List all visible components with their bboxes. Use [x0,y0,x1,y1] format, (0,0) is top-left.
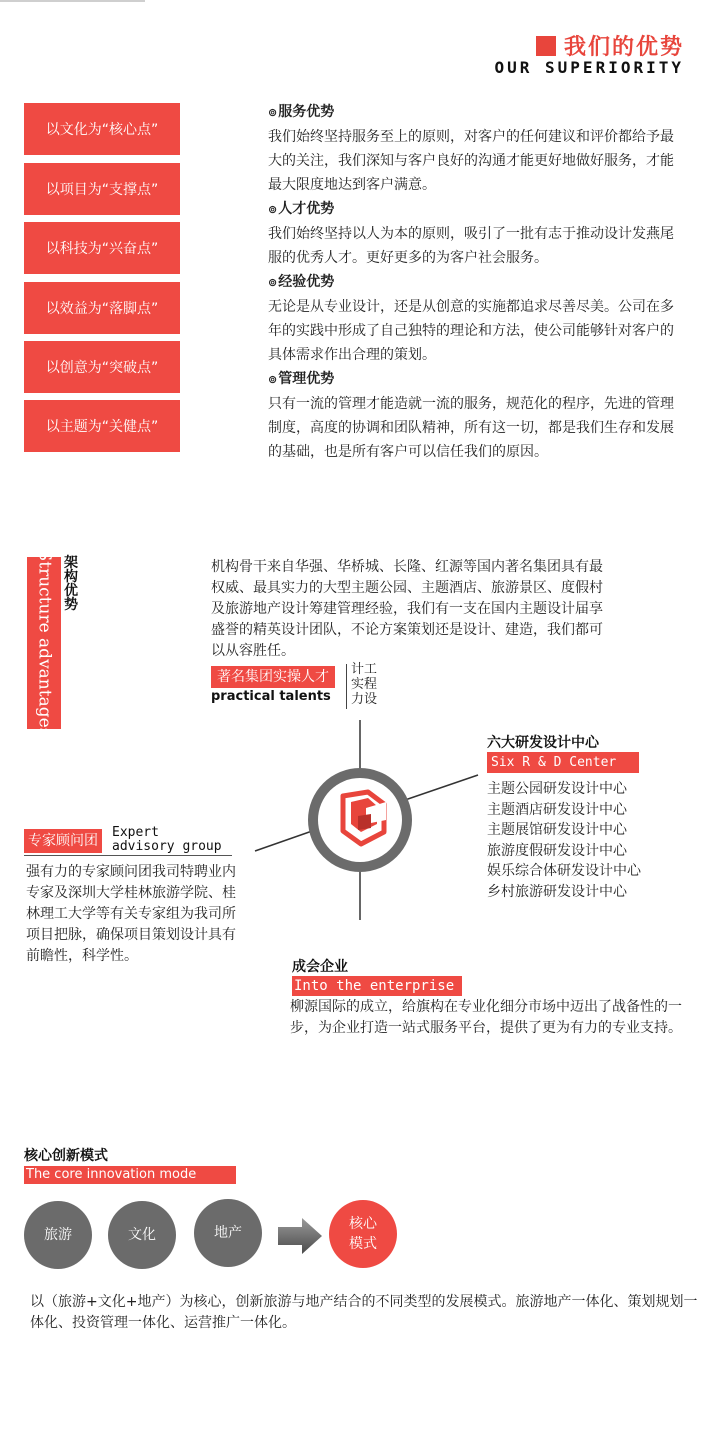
advantage-heading: ⊚服务优势 [268,104,335,120]
circle-culture: 文化 [108,1201,176,1269]
structure-diagram [240,720,480,920]
list-item: 乡村旅游研发设计中心 [487,883,627,900]
structure-text: 机构骨干来自华强、华桥城、长隆、红源等国内著名集团具有最权威、最具实力的大型主题公园、主题酒店、旅游景区、度假村及旅游地产设计筹建管理经验，我们有一支在国内主题设计届享盛誉的精英设计团队，不论方案策划还是设计、建造，我们都可以从容胜任。 [211,559,603,659]
section-title: 我们的优势 [536,30,684,61]
bullet-icon: ⊚ [268,373,278,386]
advantage-heading: ⊚经验优势 [268,274,335,290]
advantage-heading: ⊚管理优势 [268,371,335,387]
advantage-text: 我们始终坚持以人为本的原则，吸引了一批有志于推动设计发燕尾服的优秀人才。更好更多的为客户社会服务。 [268,226,674,266]
rd-en: Six R & D Center [487,752,639,773]
diagram-line-right [405,775,478,800]
title-square-icon [536,36,556,56]
bullet-icon: ⊚ [268,276,278,289]
circle-core-mode: 核心 模式 [329,1200,397,1268]
arrow-right-icon [276,1216,324,1256]
circle-realestate: 地产 [194,1199,262,1267]
list-item: 娱乐综合体研发设计中心 [487,863,641,879]
bullet-icon: ⊚ [268,106,278,119]
advantage-heading: ⊚人才优势 [268,201,335,217]
expert-underline [24,855,232,856]
enterprise-text: 柳源国际的成立，给旗构在专业化细分市场中迈出了战备性的一步，为企业打造一站式服务平台，提供了更为有力的专业支持。 [290,999,682,1036]
list-item: 主题展馆研发设计中心 [487,822,627,838]
list-item: 旅游度假研发设计中心 [487,842,627,859]
structure-title-cn: 架构优势 [64,555,78,613]
point-theme[interactable]: 以主题为“关健点” [24,400,180,452]
structure-vertical-bar [27,549,61,737]
core-en: The core innovation mode [24,1166,236,1184]
talent-words: 计工 实程 力设 [351,662,378,707]
point-culture[interactable]: 以文化为“核心点” [24,103,180,155]
point-benefit[interactable]: 以效益为“落脚点” [24,282,180,334]
advantages-list [268,100,678,464]
section-subtitle: OUR SUPERIORITY [494,58,684,77]
list-item: 主题公园研发设计中心 [487,781,627,797]
top-divider [0,0,145,2]
advantage-text: 无论是从专业设计，还是从创意的实施都追求尽善尽美。公司在多年的实践中形成了自己独特的理论和方法，使公司能够针对客户的具体需求作出合理的策划。 [268,299,674,363]
point-technology[interactable]: 以科技为“兴奋点” [24,222,180,274]
expert-tag: 专家顾问团 [24,829,102,853]
enterprise-title: 成会企业 [292,959,348,975]
expert-en: Expert advisory group [112,825,222,854]
core-title: 核心创新模式 [24,1148,108,1164]
talent-en: practical talents [211,689,331,704]
list-item: 主题酒店研发设计中心 [487,801,627,818]
talent-divider [346,664,347,709]
core-text: 以（旅游+文化+地产）为核心，创新旅游与地产结合的不同类型的发展模式。旅游地产一体化、策划规划一体化、投资管理一体化、运营推广一体化。 [30,1294,698,1331]
rd-title: 六大研发设计中心 [487,735,599,751]
advantage-text: 只有一流的管理才能造就一流的服务，规范化的程序，先进的管理制度，高度的协调和团队精神，所有这一切，都是我们生存和发展的基础，也是所有客户可以信任我们的原因。 [268,396,674,460]
structure-title-en: Structure advantages [34,549,55,737]
bullet-icon: ⊚ [268,203,278,216]
circle-tourism: 旅游 [24,1201,92,1269]
expert-text: 强有力的专家顾问团我司特聘业内专家及深圳大学桂林旅游学院、桂林理工大学等有关专家组为我司所项目把脉，确保项目策划设计具有前瞻性，科学性。 [26,864,236,964]
talent-tag: 著名集团实操人才 [211,666,335,688]
advantage-text: 我们始终坚持服务至上的原则，对客户的任何建议和评价都给予最大的关注，我们深知与客户良好的沟通才能更好地做好服务，才能最大限度地达到客户满意。 [268,129,674,193]
point-project[interactable]: 以项目为“支撑点” [24,163,180,215]
diagram-line-left [255,830,315,851]
rd-list [487,779,641,902]
point-creativity[interactable]: 以创意为“突破点” [24,341,180,393]
enterprise-en: Into the enterprise [292,976,462,996]
